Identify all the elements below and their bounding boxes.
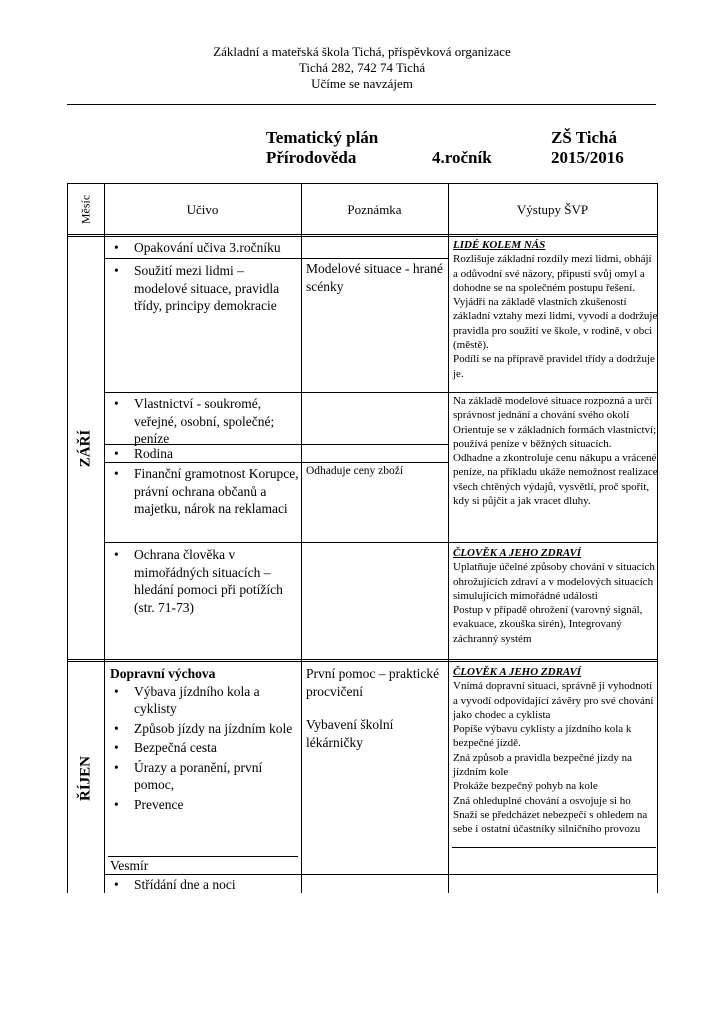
zari-ucivo-1: • Opakování učiva 3.ročníku [114,240,281,255]
col-head-ucivo: Učivo [186,202,219,217]
list-item: • Úrazy a poranění, první pomoc, [114,759,263,792]
month-rijen: ŘÍJEN [77,756,94,802]
rijen-poznamka-1: První pomoc – praktické procvičení [306,666,440,699]
row-sep [448,542,657,543]
school-year: 2015/2016 [551,148,624,167]
rijen-ucivo [110,665,300,813]
school-name: Základní a mateřská škola Tichá, příspěvková organizace [213,44,511,59]
row-sep [448,392,657,393]
vystupy-text: Postup v případě ohrožení (varovný signál, evakuace, zkouška sirén), Integrovaný záchranný systém [453,604,643,645]
vystupy-topic: ČLOVĚK A JEHO ZDRAVÍ [453,547,582,559]
row-sep [104,542,301,543]
month-divider [67,659,657,662]
vystupy-text: Orientuje se v základních formách vlastnictví; používá peníze v běžných situacích. [453,423,657,450]
vystupy-text: Vnímá dopravní situaci, správně ji vyhodnotí a vyvodí odpovídající závěry pro své chování jako chodec a cyklista [453,680,654,721]
row-sep [301,874,448,875]
vystupy-text: Podílí se na přípravě pravidel třídy a dodržuje je. [453,353,655,380]
vystupy-topic: LIDÉ KOLEM NÁS [453,239,546,251]
vystupy-text: Na základě modelové situace rozpozná a určí správnost jednání a chování svého okolí [453,395,653,422]
zari-poznamka-2: Odhaduje ceny zboží [306,465,404,477]
rijen-vesmir: Vesmír [110,858,149,873]
zari-poznamka-1: Modelové situace - hrané scénky [306,261,443,294]
zari-ucivo-2: • Soužití mezi lidmi – modelové situace, pravidla třídy, principy demokracie [114,263,280,313]
grade-label: 4.ročník [432,148,492,167]
plan-title: Tematický plán [266,128,379,147]
vystupy-text: Popíše výbavu cyklisty a jízdního kola k bezpečné jízdě. [453,723,632,750]
vystupy-text: Zná ohleduplné chování a osvojuje si ho [453,794,631,807]
vystupy-text: Uplatňuje účelné způsoby chování v situacích ohrožujících zdraví a v modelových situacích simulujících mimořádné události [453,561,655,602]
row-sep [301,258,448,259]
month-zari: ZÁŘÍ [77,429,94,468]
col-head-vystupy: Výstupy ŠVP [516,202,589,217]
row-sep [301,462,448,463]
zari-vystupy-block-3 [453,546,658,646]
zari-ucivo-4: • Rodina [114,446,173,461]
zari-ucivo-6: • Ochrana člověka v mimořádných situacích – hledání pomoci při potížích (str. 71-73) [114,547,283,615]
vystupy-text: Rozlišuje základní rozdíly mezi lidmi, obhájí a odůvodní své názory, připustí svůj omyl a dohodne se na společném postupu řešení. [453,253,652,294]
vystupy-text: Prokáže bezpečný pohyb na kole [453,780,598,793]
rijen-heading: Dopravní výchova [110,666,216,681]
row-sep [301,444,448,445]
zari-ucivo-3: • Vlastnictví - soukromé, veřejné, osobní, společné; peníze [114,396,275,446]
row-sep [452,847,656,848]
table-top-border [67,183,657,184]
school-address: Tichá 282, 742 74 Tichá [298,60,426,75]
zari-ucivo-5: • Finanční gramotnost Korupce, právní ochrana občanů a majetku, nárok na reklamaci [114,466,299,516]
list-item: • Prevence [114,796,184,812]
subject-title: Přírodověda [266,148,357,167]
school-motto: Učíme se navzájem [311,76,413,91]
rijen-ucivo-7: • Střídání dne a noci [114,877,236,892]
vystupy-topic: ČLOVĚK A JEHO ZDRAVÍ [453,666,582,678]
list-item: • Způsob jízdy na jízdním kole [114,720,293,736]
zari-vystupy-block-2 [453,394,658,508]
zari-vystupy-block-1 [453,238,658,381]
table-left-border [67,183,68,893]
table-head-divider [67,234,657,237]
col-head-poznamka: Poznámka [347,202,402,217]
list-item: • Výbava jízdního kola a cyklisty [114,683,260,716]
vystupy-text: Odhadne a zkontroluje cenu nákupu a vrácené peníze, na příkladu ukáže nemožnost realizace všech chtěných výdajů, vysvětlí, proč spořit, kdy si půjčit a jak vracet dluhy. [453,452,658,508]
row-sep [301,542,448,543]
row-sep [104,258,301,259]
rijen-vystupy [453,665,658,837]
rijen-poznamka-2: Vybavení školní lékárničky [306,717,394,750]
row-sep [104,392,301,393]
list-item: • Bezpečná cesta [114,740,217,755]
row-sep [104,874,301,875]
col-divider-2 [301,183,302,893]
vystupy-text: Zná způsob a pravidla bezpečné jízdy na jízdním kole [453,751,632,779]
vystupy-text: Snaží se předcházet nebezpečí s ohledem na sebe i ostatní účastníky silničního provozu [453,808,648,836]
row-sep [301,392,448,393]
header-divider [67,104,656,105]
col-head-mesic: Měsíc [78,194,93,225]
row-sep [448,874,657,875]
school-short: ZŠ Tichá [551,128,617,147]
vystupy-text: Vyjádří na základě vlastních zkušeností základní vztahy mezi lidmi, vyvodí a dodržuje pravidla pro soužití ve škole, v rodině, v obci (městě). [453,296,658,352]
col-divider-1 [104,183,105,893]
col-divider-3 [448,183,449,893]
